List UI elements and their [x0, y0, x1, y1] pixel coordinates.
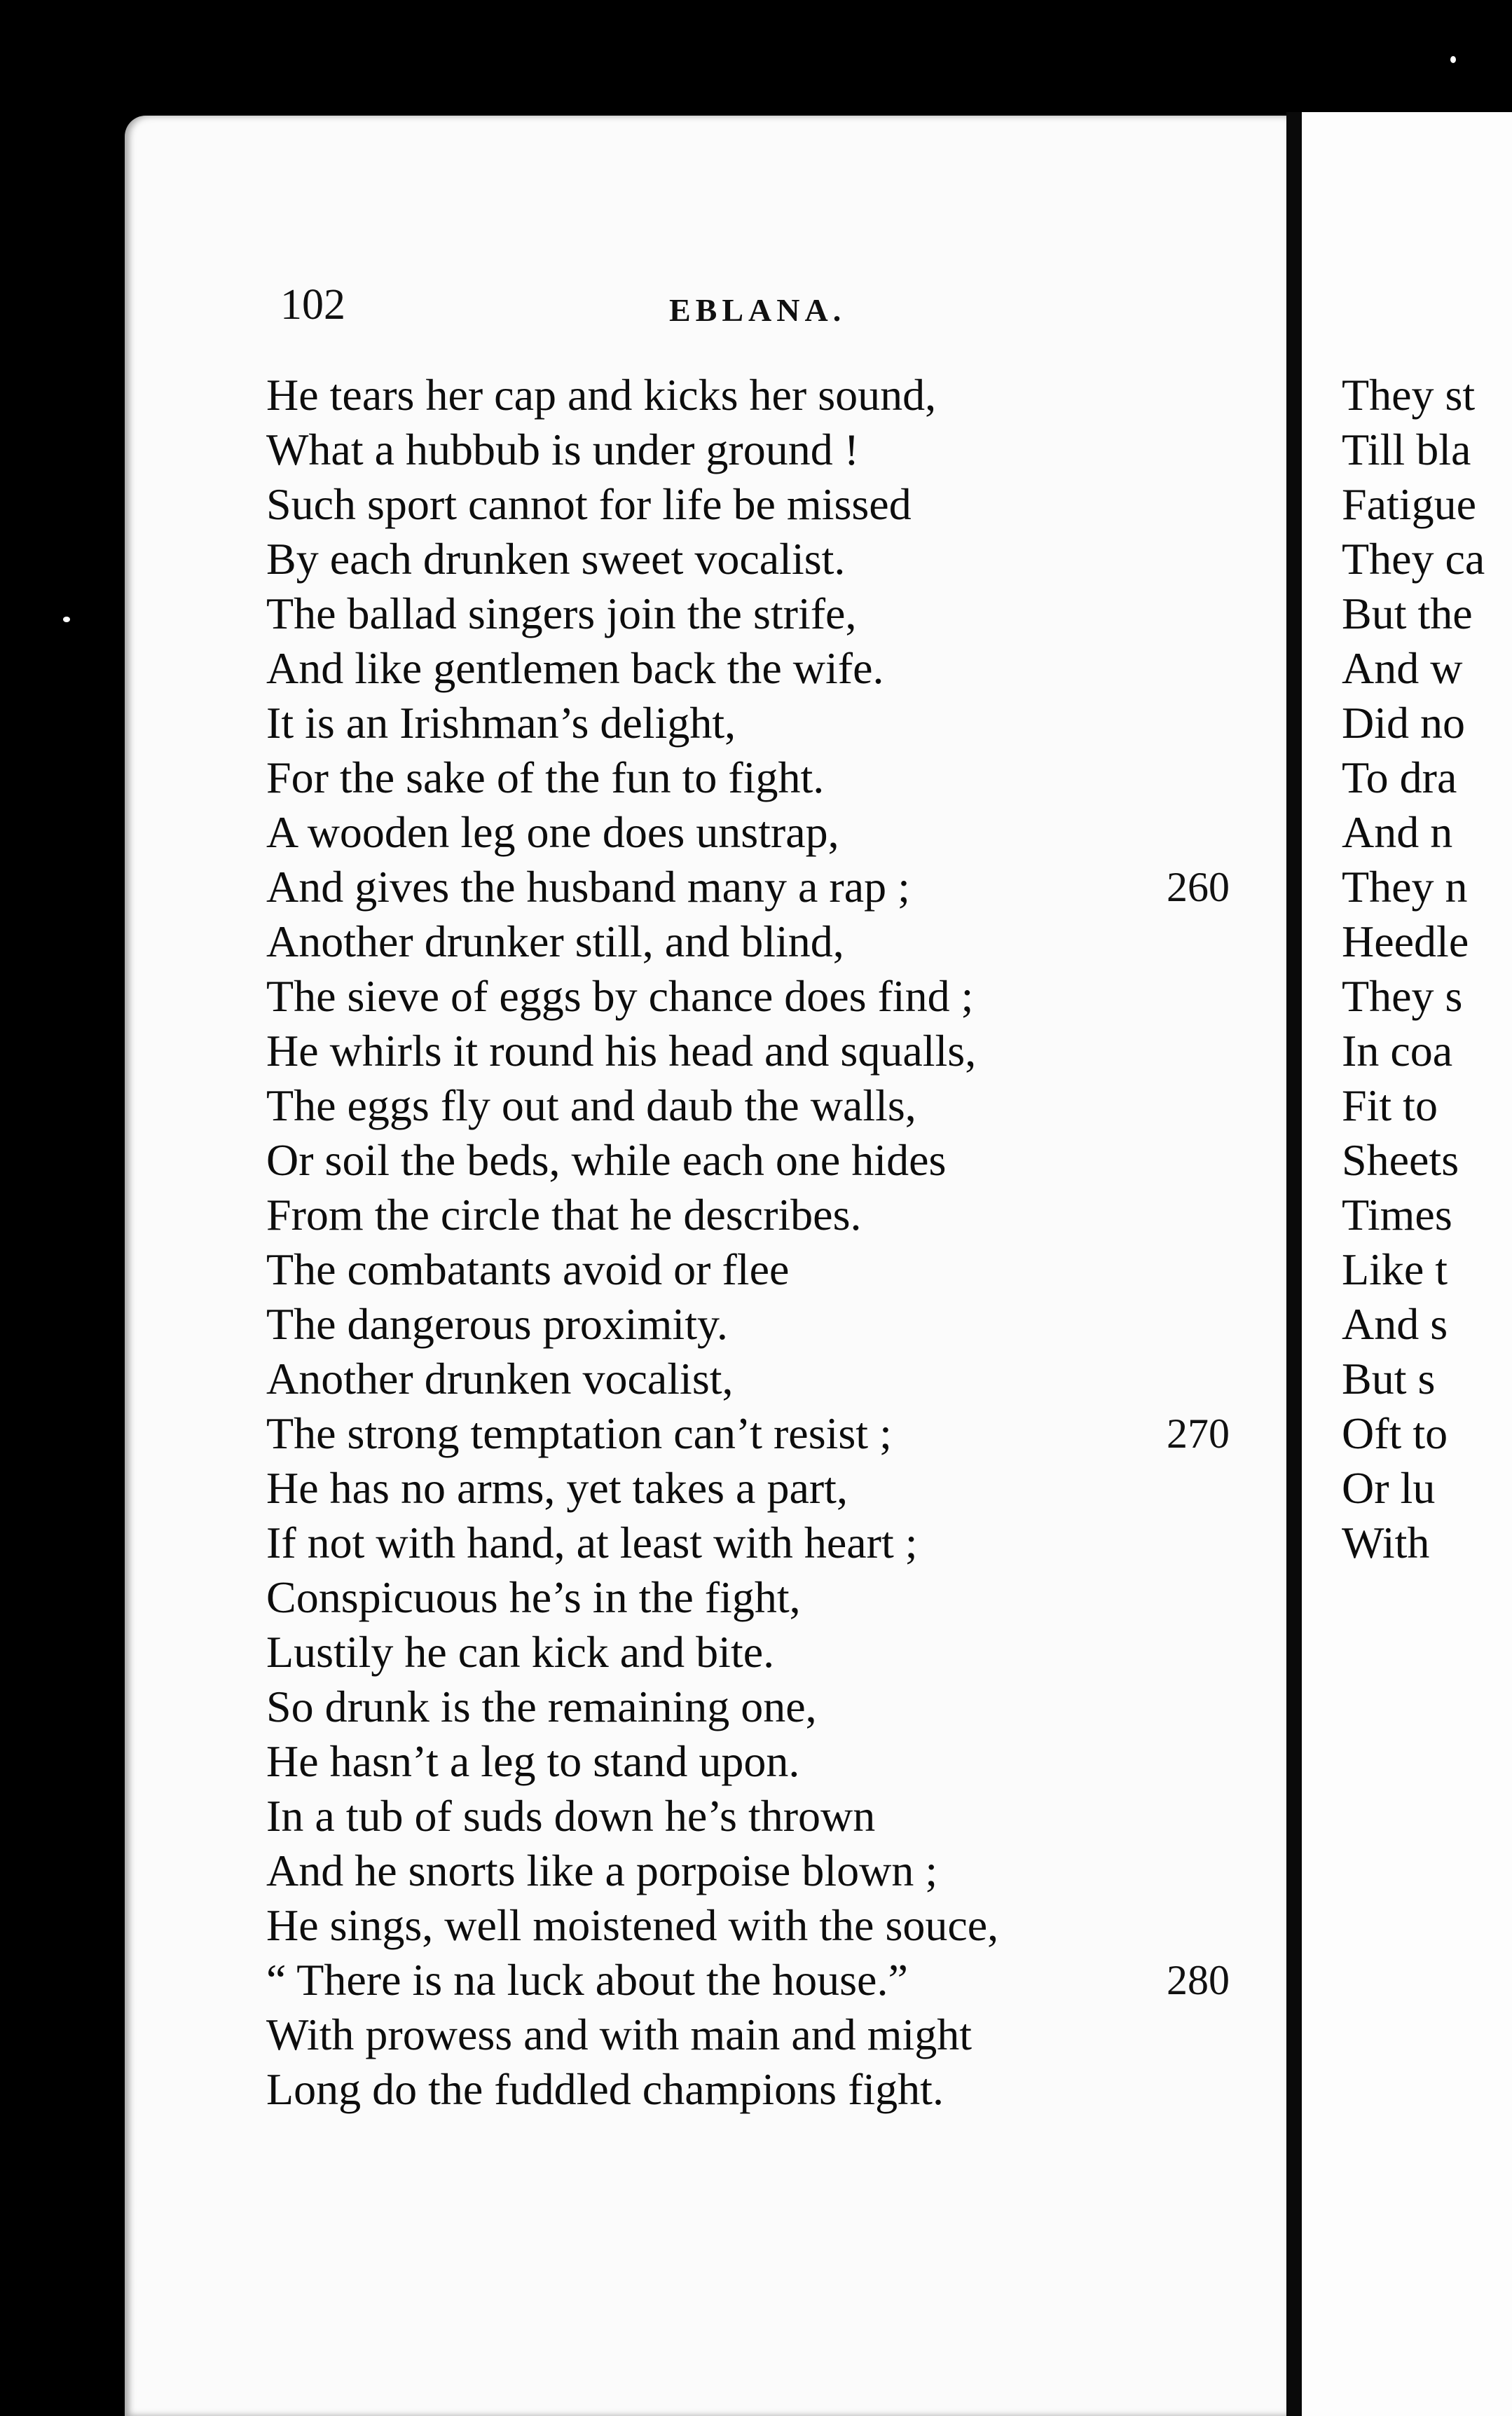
verse-line-text: “ There is na luck about the house.” — [266, 1955, 908, 2005]
verse-line-text: In a tub of suds down he’s thrown — [266, 1791, 876, 1841]
verse-line-text: He whirls it round his head and squalls, — [266, 1026, 977, 1076]
verse-line — [266, 532, 1247, 586]
facing-line: In coa — [1342, 1026, 1453, 1076]
verse-line-text: Such sport cannot for life be missed — [266, 479, 912, 529]
verse-line-text: Long do the fuddled champions fight. — [266, 2064, 944, 2114]
verse-line — [266, 696, 1247, 750]
facing-line: Sheets — [1342, 1135, 1459, 1185]
verse-line — [266, 368, 1247, 423]
facing-line: But the — [1342, 589, 1473, 638]
verse-line-text: He tears her cap and kicks her sound, — [266, 370, 937, 420]
verse-line-text: The strong temptation can’t resist ; — [266, 1408, 892, 1458]
facing-line: To dra — [1342, 753, 1457, 802]
facing-line: But s — [1342, 1354, 1436, 1403]
verse-block — [266, 368, 1247, 2117]
line-number: 280 — [1167, 1957, 1230, 2003]
verse-line-text: What a hubbub is under ground ! — [266, 425, 860, 474]
facing-line: Till bla — [1342, 425, 1471, 474]
verse-line — [266, 1188, 1247, 1242]
facing-line: They st — [1342, 370, 1476, 420]
verse-line-text: With prowess and with main and might — [266, 2010, 973, 2059]
facing-line: With — [1342, 1518, 1430, 1567]
verse-line-text: He hasn’t a leg to stand upon. — [266, 1736, 800, 1786]
facing-line: Heedle — [1342, 917, 1469, 966]
verse-line — [266, 1133, 1247, 1188]
facing-page-text — [1342, 368, 1512, 1570]
running-title: EBLANA. — [669, 292, 846, 328]
facing-line: They s — [1342, 971, 1463, 1021]
facing-line: They ca — [1342, 534, 1485, 584]
verse-line-text: The eggs fly out and daub the walls, — [266, 1080, 916, 1130]
verse-line — [266, 1516, 1247, 1570]
verse-line — [266, 641, 1247, 696]
verse-line-text: By each drunken sweet vocalist. — [266, 534, 846, 584]
verse-line-text: Or soil the beds, while each one hides — [266, 1135, 947, 1185]
scan-speck — [63, 617, 70, 622]
verse-line — [266, 1406, 1247, 1461]
verse-line — [266, 1242, 1247, 1297]
verse-line-text: The combatants avoid or flee — [266, 1244, 790, 1294]
facing-line: And s — [1342, 1299, 1448, 1349]
verse-line-text: The dangerous proximity. — [266, 1299, 728, 1349]
verse-line-text: It is an Irishman’s delight, — [266, 698, 736, 748]
verse-line-text: A wooden leg one does unstrap, — [266, 807, 839, 857]
verse-line-text: The sieve of eggs by chance does find ; — [266, 971, 974, 1021]
verse-line — [266, 1789, 1247, 1844]
page-number: 102 — [280, 281, 345, 329]
facing-line: They n — [1342, 862, 1468, 912]
verse-line-text: Conspicuous he’s in the fight, — [266, 1572, 801, 1622]
verse-line-text: He has no arms, yet takes a part, — [266, 1463, 848, 1513]
facing-line: Fit to — [1342, 1080, 1438, 1130]
verse-line-text: From the circle that he describes. — [266, 1190, 862, 1240]
verse-line — [266, 805, 1247, 860]
verse-line — [266, 2062, 1247, 2117]
verse-line-text: The ballad singers join the strife, — [266, 589, 857, 638]
verse-line — [266, 1844, 1247, 1898]
verse-line-text: So drunk is the remaining one, — [266, 1682, 817, 1731]
running-head — [0, 277, 1512, 333]
line-number: 260 — [1167, 864, 1230, 910]
verse-line-text: He sings, well moistened with the souce, — [266, 1900, 999, 1950]
verse-line — [266, 1680, 1247, 1734]
verse-line — [266, 1297, 1247, 1352]
verse-line-text: If not with hand, at least with heart ; — [266, 1518, 918, 1567]
verse-line-text: Lustily he can kick and bite. — [266, 1627, 775, 1677]
verse-line-text: Another drunken vocalist, — [266, 1354, 734, 1403]
facing-line: Times — [1342, 1190, 1452, 1240]
facing-line: And w — [1342, 643, 1463, 693]
verse-line-text: And like gentlemen back the wife. — [266, 643, 884, 693]
facing-line: And n — [1342, 807, 1453, 857]
verse-line-text: And gives the husband many a rap ; — [266, 862, 910, 912]
verse-line — [266, 477, 1247, 532]
verse-line — [266, 1570, 1247, 1625]
book-gutter — [1286, 112, 1302, 2416]
verse-line-text: Another drunker still, and blind, — [266, 917, 844, 966]
verse-line — [266, 1898, 1247, 1953]
verse-line — [266, 423, 1247, 477]
verse-line — [266, 586, 1247, 641]
facing-line: Did no — [1342, 698, 1465, 748]
facing-line: Fatigue — [1342, 479, 1476, 529]
verse-line — [266, 1461, 1247, 1516]
facing-line: Or lu — [1342, 1463, 1436, 1513]
scan-speck — [1450, 56, 1456, 63]
verse-line — [266, 2007, 1247, 2062]
verse-line — [266, 1078, 1247, 1133]
verse-line — [266, 969, 1247, 1024]
verse-line — [266, 860, 1247, 914]
verse-line-text: And he snorts like a porpoise blown ; — [266, 1846, 938, 1895]
verse-line — [266, 1625, 1247, 1680]
verse-line-text: For the sake of the fun to fight. — [266, 753, 825, 802]
verse-line — [266, 1352, 1247, 1406]
verse-line — [266, 1953, 1247, 2007]
verse-line — [266, 750, 1247, 805]
facing-line: Like t — [1342, 1244, 1448, 1294]
verse-line — [266, 1734, 1247, 1789]
verse-line — [266, 1024, 1247, 1078]
verse-line — [266, 914, 1247, 969]
facing-line: Oft to — [1342, 1408, 1448, 1458]
line-number: 270 — [1167, 1411, 1230, 1457]
